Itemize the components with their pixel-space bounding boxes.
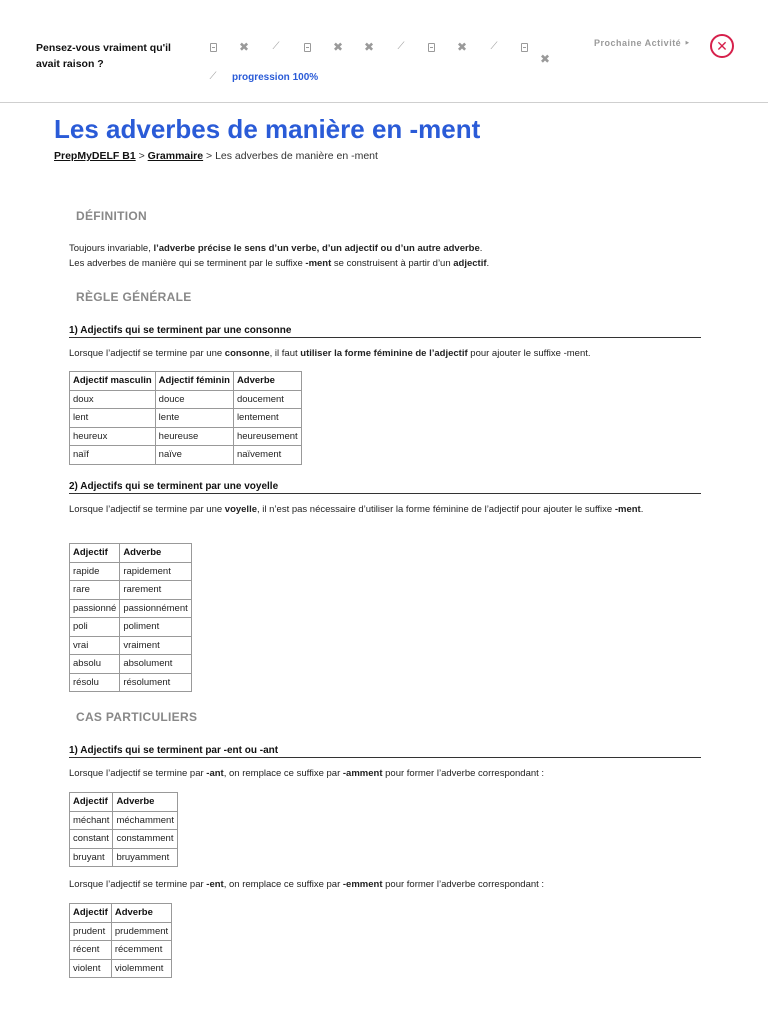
table-cell: absolu (70, 655, 120, 674)
table-header-row (70, 904, 172, 923)
text-run: . (640, 504, 644, 515)
column-header: Adjectif (70, 793, 113, 812)
table-row (70, 830, 178, 849)
table-row (70, 922, 172, 941)
text-run-bold: consonne (224, 348, 270, 359)
doc-icon[interactable] (300, 40, 314, 54)
close-icon: ✕ (716, 37, 728, 54)
text-run-bold: -emment (342, 879, 383, 890)
rule-text (69, 502, 701, 517)
vowel-table (69, 543, 192, 692)
x-icon[interactable]: ✖ (238, 40, 250, 54)
special-cases-heading: CAS PARTICULIERS (76, 710, 198, 724)
table-cell: rapidement (120, 562, 191, 581)
definition-text (69, 241, 701, 271)
text-run-bold: l’adverbe précise le sens d’un verbe, d’un adjectif ou d’un autre adverbe (153, 243, 480, 254)
table-cell: vrai (70, 636, 120, 655)
text-run: , il faut (269, 348, 301, 359)
pen-icon[interactable]: ⟋ (397, 41, 405, 52)
text-run-bold: adjectif (453, 258, 487, 269)
text-run: Les adverbes de manière qui se terminent par le suffixe (69, 258, 306, 269)
text-run: pour former l’adverbe correspondant : (382, 879, 545, 890)
pen-icon[interactable]: ⟋ (272, 41, 280, 52)
table-header-row (70, 372, 302, 391)
breadcrumb-section-link[interactable]: Grammaire (147, 150, 204, 162)
table-cell: prudent (70, 922, 112, 941)
text-run-bold: -ment (614, 504, 641, 515)
breadcrumb-separator: > (135, 150, 148, 162)
consonant-table (69, 371, 302, 465)
table-row (70, 390, 302, 409)
table-cell: rarement (120, 581, 191, 600)
breadcrumb-home-link[interactable]: PrepMyDELF B1 (54, 150, 136, 162)
x-icon[interactable]: ✖ (332, 40, 344, 54)
table-row (70, 811, 178, 830)
text-run: pour former l’adverbe correspondant : (382, 768, 545, 779)
table-cell: lent (70, 409, 156, 428)
table-cell: naïf (70, 446, 156, 465)
x-icon[interactable]: ✖ (456, 40, 468, 54)
text-run-bold: -amment (342, 768, 383, 779)
column-header: Adjectif (70, 904, 112, 923)
ant-table (69, 792, 178, 867)
activity-question: Pensez-vous vraiment qu'il avait raison ? (36, 42, 171, 70)
text-run-bold: utiliser la forme féminine de l’adjectif (300, 348, 468, 359)
text-run: Lorsque l’adjectif se termine par une (69, 504, 225, 515)
table-cell: bruyant (70, 848, 113, 867)
column-header: Adverbe (111, 904, 171, 923)
column-header: Adverbe (113, 793, 178, 812)
subsection-title: 2) Adjectifs qui se terminent par une voyelle (69, 481, 701, 494)
doc-icon[interactable] (517, 40, 531, 54)
rule-text (69, 766, 701, 781)
doc-icon[interactable] (206, 40, 220, 54)
progress-label: progression 100% (232, 72, 319, 83)
table-cell: naïvement (233, 446, 301, 465)
text-run-bold: -ent (206, 879, 224, 890)
table-cell: violent (70, 959, 112, 978)
x-icon[interactable]: ✖ (539, 52, 551, 66)
text-run: pour ajouter le suffixe -ment. (467, 348, 591, 359)
breadcrumb-separator: > (203, 150, 216, 162)
table-row (70, 959, 172, 978)
text-run: , on remplace ce suffixe par (223, 768, 343, 779)
breadcrumb-current: Les adverbes de manière en -ment (215, 150, 378, 162)
table-cell: douce (155, 390, 233, 409)
table-cell: absolument (120, 655, 191, 674)
table-cell: récemment (111, 941, 171, 960)
column-header: Adverbe (120, 544, 191, 563)
definition-heading: DÉFINITION (76, 209, 147, 223)
x-icon[interactable]: ✖ (363, 40, 375, 54)
ent-table (69, 903, 172, 978)
table-cell: constamment (113, 830, 178, 849)
column-header: Adjectif féminin (155, 372, 233, 391)
table-cell: passionné (70, 599, 120, 618)
pen-icon[interactable]: ⟋ (490, 41, 498, 52)
table-cell: prudemment (111, 922, 171, 941)
table-cell: résolu (70, 673, 120, 692)
table-cell: lente (155, 409, 233, 428)
doc-icon[interactable] (424, 40, 438, 54)
table-cell: heureux (70, 427, 156, 446)
table-cell: constant (70, 830, 113, 849)
table-cell: rare (70, 581, 120, 600)
column-header: Adverbe (233, 372, 301, 391)
activity-header (0, 0, 768, 103)
table-cell: récent (70, 941, 112, 960)
table-cell: méchamment (113, 811, 178, 830)
text-run: Lorsque l’adjectif se termine par (69, 768, 207, 779)
table-row (70, 618, 192, 637)
next-activity-link[interactable]: Prochaine Activité ‣ (594, 38, 691, 48)
table-row (70, 409, 302, 428)
text-run: Lorsque l’adjectif se termine par (69, 879, 207, 890)
subsection-title: 1) Adjectifs qui se terminent par -ent ou -ant (69, 745, 701, 758)
table-cell: violemment (111, 959, 171, 978)
text-run-bold: -ment (305, 258, 332, 269)
table-cell: doucement (233, 390, 301, 409)
text-run: , on remplace ce suffixe par (223, 879, 343, 890)
table-header-row (70, 544, 192, 563)
table-row (70, 673, 192, 692)
table-row (70, 427, 302, 446)
column-header: Adjectif (70, 544, 120, 563)
table-cell: poliment (120, 618, 191, 637)
table-cell: poli (70, 618, 120, 637)
table-row (70, 446, 302, 465)
table-cell: passionnément (120, 599, 191, 618)
table-cell: vraiment (120, 636, 191, 655)
text-run-bold: voyelle (224, 504, 257, 515)
page-title: Les adverbes de manière en -ment (54, 114, 481, 144)
table-cell: heureuse (155, 427, 233, 446)
table-cell: rapide (70, 562, 120, 581)
text-run: , il n’est pas nécessaire d’utiliser la forme féminine de l’adjectif pour ajouter le suffixe (257, 504, 615, 515)
table-cell: bruyamment (113, 848, 178, 867)
table-row (70, 848, 178, 867)
table-cell: lentement (233, 409, 301, 428)
table-row (70, 655, 192, 674)
table-row (70, 941, 172, 960)
table-row (70, 562, 192, 581)
table-cell: méchant (70, 811, 113, 830)
table-cell: naïve (155, 446, 233, 465)
table-row (70, 581, 192, 600)
close-button[interactable] (710, 34, 734, 58)
text-run: . (479, 243, 483, 254)
general-rule-heading: RÈGLE GÉNÉRALE (76, 290, 192, 304)
subsection-title: 1) Adjectifs qui se terminent par une consonne (69, 325, 701, 338)
text-run: Lorsque l’adjectif se termine par une (69, 348, 225, 359)
text-run: . (486, 258, 490, 269)
table-cell: doux (70, 390, 156, 409)
column-header: Adjectif masculin (70, 372, 156, 391)
table-row (70, 636, 192, 655)
table-header-row (70, 793, 178, 812)
table-cell: heureusement (233, 427, 301, 446)
table-cell: résolument (120, 673, 191, 692)
text-run: Toujours invariable, (69, 243, 154, 254)
rule-text (69, 346, 701, 361)
text-run-bold: -ant (206, 768, 224, 779)
text-run: se construisent à partir d’un (331, 258, 454, 269)
table-row (70, 599, 192, 618)
rule-text (69, 877, 701, 892)
breadcrumb (54, 150, 378, 162)
pen-icon[interactable]: ⟋ (209, 71, 217, 82)
